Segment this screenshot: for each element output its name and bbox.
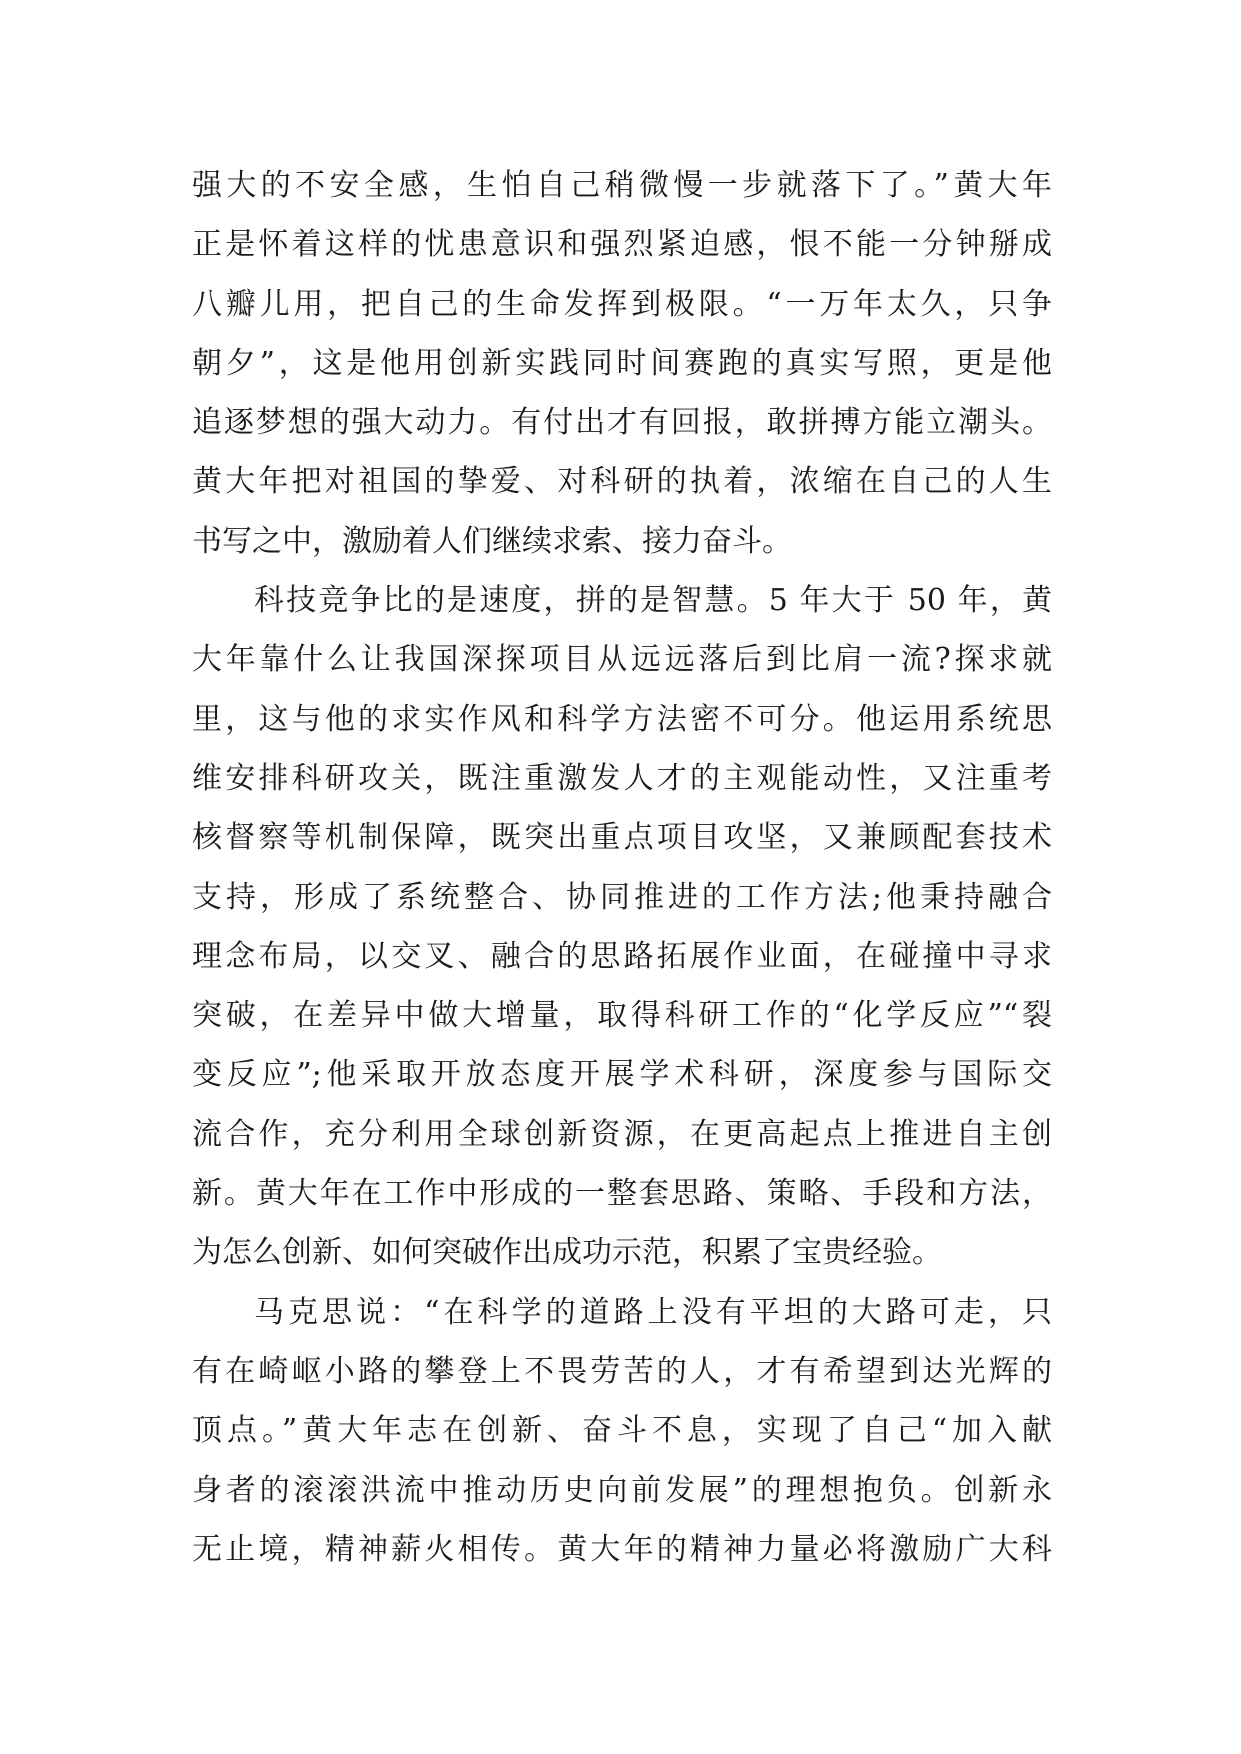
text-line: 科技竞争比的是速度，拼的是智慧。5 年大于 50 年，黄 <box>254 583 1052 619</box>
text-line: 流合作，充分利用全球创新资源，在更高起点上推进自主创 <box>192 1116 1052 1152</box>
text-line: 核督察等机制保障，既突出重点项目攻坚，又兼顾配套技术 <box>192 820 1052 856</box>
text-line: 突破，在差异中做大增量，取得科研工作的“化学反应”“裂 <box>192 998 1052 1034</box>
text-line: 变反应”;他采取开放态度开展学术科研，深度参与国际交 <box>192 1057 1052 1093</box>
text-line: 身者的滚滚洪流中推动历史向前发展”的理想抱负。创新永 <box>192 1472 1052 1508</box>
text-line: 理念布局，以交叉、融合的思路拓展作业面，在碰撞中寻求 <box>192 938 1052 974</box>
text-line: 朝夕”，这是他用创新实践同时间赛跑的真实写照，更是他 <box>192 345 1052 381</box>
text-line: 八瓣儿用，把自己的生命发挥到极限。“一万年太久，只争 <box>192 286 1052 322</box>
text-line: 维安排科研攻关，既注重激发人才的主观能动性，又注重考 <box>192 760 1052 796</box>
text-line: 支持，形成了系统整合、协同推进的工作方法;他秉持融合 <box>192 879 1052 915</box>
text-line: 无止境，精神薪火相传。黄大年的精神力量必将激励广大科 <box>192 1531 1052 1567</box>
body-text <box>192 156 1052 1579</box>
text-line: 大年靠什么让我国深探项目从远远落后到比肩一流?探求就 <box>192 642 1052 678</box>
text-line: 追逐梦想的强大动力。有付出才有回报，敢拼搏方能立潮头。 <box>192 405 1052 441</box>
text-line: 里，这与他的求实作风和科学方法密不可分。他运用系统思 <box>192 701 1052 737</box>
text-line: 马克思说：“在科学的道路上没有平坦的大路可走，只 <box>254 1294 1052 1330</box>
text-line: 正是怀着这样的忧患意识和强烈紧迫感，恨不能一分钟掰成 <box>192 227 1052 263</box>
text-line: 强大的不安全感，生怕自己稍微慢一步就落下了。”黄大年 <box>192 168 1052 203</box>
text-line: 为怎么创新、如何突破作出成功示范，积累了宝贵经验。 <box>192 1235 942 1271</box>
text-line: 书写之中，激励着人们继续求索、接力奋斗。 <box>192 523 792 559</box>
text-line: 新。黄大年在工作中形成的一整套思路、策略、手段和方法， <box>192 1176 1052 1212</box>
text-line: 黄大年把对祖国的挚爱、对科研的执着，浓缩在自己的人生 <box>192 464 1052 500</box>
text-line: 有在崎岖小路的攀登上不畏劳苦的人，才有希望到达光辉的 <box>192 1353 1052 1389</box>
text-line: 顶点。”黄大年志在创新、奋斗不息，实现了自己“加入献 <box>192 1413 1052 1449</box>
